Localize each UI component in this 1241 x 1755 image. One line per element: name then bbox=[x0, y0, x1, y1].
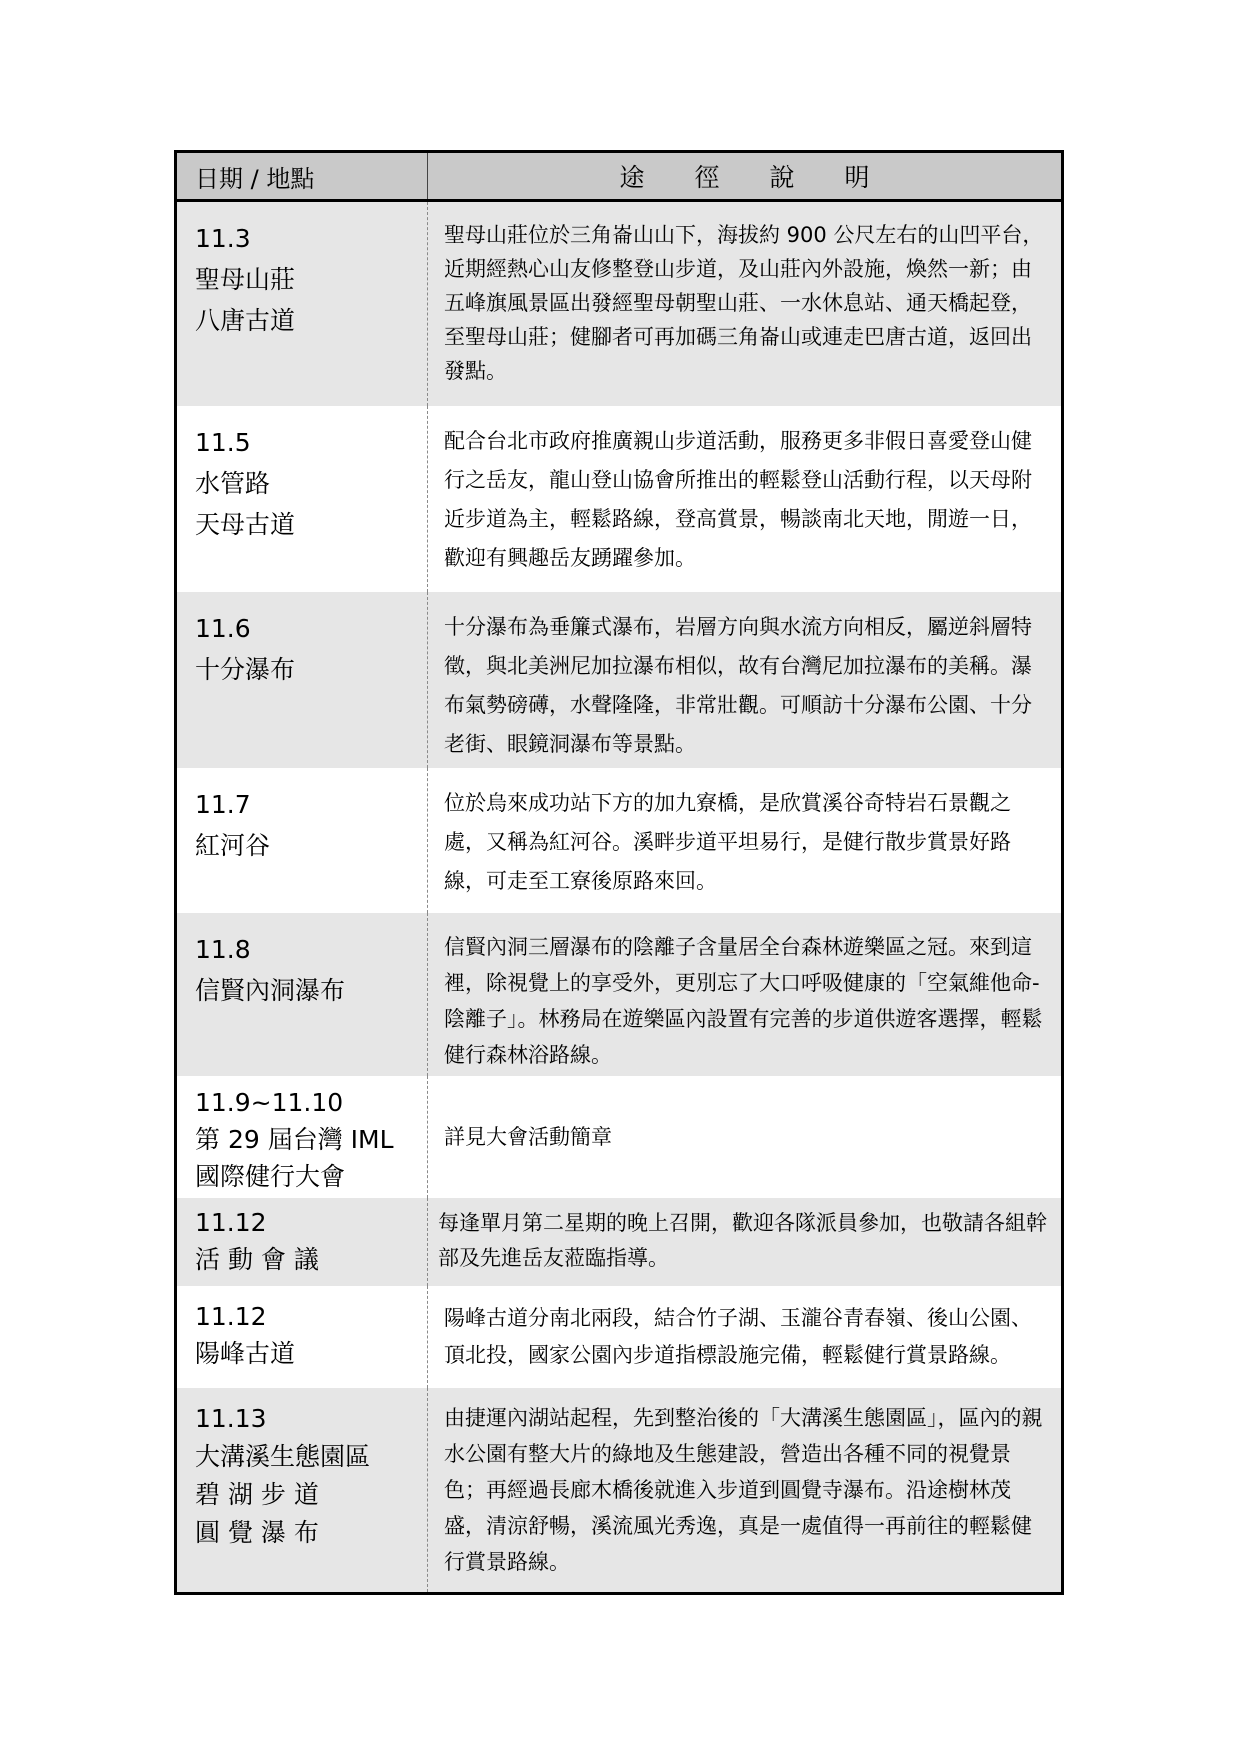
row-place: 天母古道 bbox=[195, 510, 296, 539]
table-row bbox=[177, 1076, 1061, 1198]
date-place-cell bbox=[177, 1076, 428, 1198]
row-description: 信賢內洞三層瀑布的陰離子含量居全台森林遊樂區之冠。來到這裡，除視覺上的享受外，更別忘了大口呼吸健康的「空氣維他命-陰離子」。林務局在遊樂區內設置有完善的步道供遊客選擇，輕鬆健行森林浴路線。 bbox=[444, 935, 1043, 1067]
table-row bbox=[177, 592, 1061, 768]
row-date: 11.13 bbox=[195, 1404, 267, 1433]
table-row bbox=[177, 913, 1061, 1076]
table-row bbox=[177, 1388, 1061, 1592]
header-date-place: 日期 / 地點 bbox=[177, 153, 428, 199]
row-date: 11.12 bbox=[195, 1302, 267, 1331]
row-description: 位於烏來成功站下方的加九寮橋，是欣賞溪谷奇特岩石景觀之處，又稱為紅河谷。溪畔步道平坦易行，是健行散步賞景好路線，可走至工寮後原路來回。 bbox=[444, 791, 1011, 893]
row-date: 11.5 bbox=[195, 428, 251, 457]
row-place: 圓 覺 瀑 布 bbox=[195, 1518, 319, 1547]
row-place: 活 動 會 議 bbox=[195, 1245, 319, 1274]
table-row bbox=[177, 406, 1061, 592]
row-description: 每逢單月第二星期的晚上召開，歡迎各隊派員參加，也敬請各組幹部及先進岳友蒞臨指導。 bbox=[438, 1211, 1047, 1270]
date-place-cell bbox=[177, 913, 428, 1076]
date-place-cell bbox=[177, 202, 428, 406]
table-row bbox=[177, 202, 1061, 406]
row-date: 11.9~11.10 bbox=[195, 1088, 344, 1117]
table-header bbox=[177, 153, 1061, 202]
row-place: 信賢內洞瀑布 bbox=[195, 976, 346, 1005]
row-place: 聖母山莊 bbox=[195, 265, 296, 294]
row-place: 十分瀑布 bbox=[195, 655, 296, 684]
row-place: 紅河谷 bbox=[195, 831, 271, 860]
row-date: 11.3 bbox=[195, 224, 251, 253]
row-place: 八唐古道 bbox=[195, 306, 296, 335]
row-place: 陽峰古道 bbox=[195, 1339, 296, 1368]
row-date: 11.12 bbox=[195, 1208, 267, 1237]
row-place: 第 29 屆台灣 IML bbox=[195, 1125, 394, 1154]
table-row bbox=[177, 1198, 1061, 1286]
row-place: 碧 湖 步 道 bbox=[195, 1480, 319, 1509]
row-description: 由捷運內湖站起程，先到整治後的「大溝溪生態園區」，區內的親水公園有整大片的綠地及生態建設，營造出各種不同的視覺景色；再經過長廊木橋後就進入步道到圓覺寺瀑布。沿途樹林茂盛，清涼舒暢，溪流風光秀逸，真是一處值得一再前往的輕鬆健行賞景路線。 bbox=[444, 1406, 1043, 1574]
schedule-table bbox=[174, 150, 1064, 1595]
date-place-cell bbox=[177, 1198, 428, 1286]
row-date: 11.8 bbox=[195, 935, 251, 964]
date-place-cell bbox=[177, 1286, 428, 1388]
date-place-cell bbox=[177, 406, 428, 592]
row-description: 陽峰古道分南北兩段，結合竹子湖、玉瀧谷青春嶺、後山公園、頂北投，國家公園內步道指標設施完備，輕鬆健行賞景路線。 bbox=[444, 1306, 1032, 1367]
date-place-cell bbox=[177, 1388, 428, 1592]
date-place-cell bbox=[177, 768, 428, 913]
date-place-cell bbox=[177, 592, 428, 768]
row-description: 聖母山莊位於三角崙山山下，海拔約 900 公尺左右的山凹平台，近期經熱心山友修整登山步道，及山莊內外設施，煥然一新；由五峰旗風景區出發經聖母朝聖山莊、一水休息站、通天橋起登，至聖母山莊；健腳者可再加碼三角崙山或連走巴唐古道，返回出發點。 bbox=[444, 223, 1044, 383]
row-place: 水管路 bbox=[195, 469, 271, 498]
row-place: 國際健行大會 bbox=[195, 1162, 346, 1191]
row-description: 十分瀑布為垂簾式瀑布，岩層方向與水流方向相反，屬逆斜層特徵，與北美洲尼加拉瀑布相似，故有台灣尼加拉瀑布的美稱。瀑布氣勢磅礡，水聲隆隆，非常壯觀。可順訪十分瀑布公園、十分老街、眼鏡洞瀑布等景點。 bbox=[444, 615, 1032, 756]
table-row bbox=[177, 1286, 1061, 1388]
row-description: 配合台北市政府推廣親山步道活動，服務更多非假日喜愛登山健行之岳友，龍山登山協會所推出的輕鬆登山活動行程，以天母附近步道為主，輕鬆路線，登高賞景，暢談南北天地，閒遊一日，歡迎有興趣岳友踴躍參加。 bbox=[444, 429, 1032, 570]
table-row bbox=[177, 768, 1061, 913]
row-date: 11.7 bbox=[195, 790, 251, 819]
row-date: 11.6 bbox=[195, 614, 251, 643]
row-place: 大溝溪生態園區 bbox=[195, 1442, 371, 1471]
header-route-description: 途徑說明 bbox=[619, 163, 920, 192]
row-description: 詳見大會活動簡章 bbox=[444, 1125, 612, 1149]
